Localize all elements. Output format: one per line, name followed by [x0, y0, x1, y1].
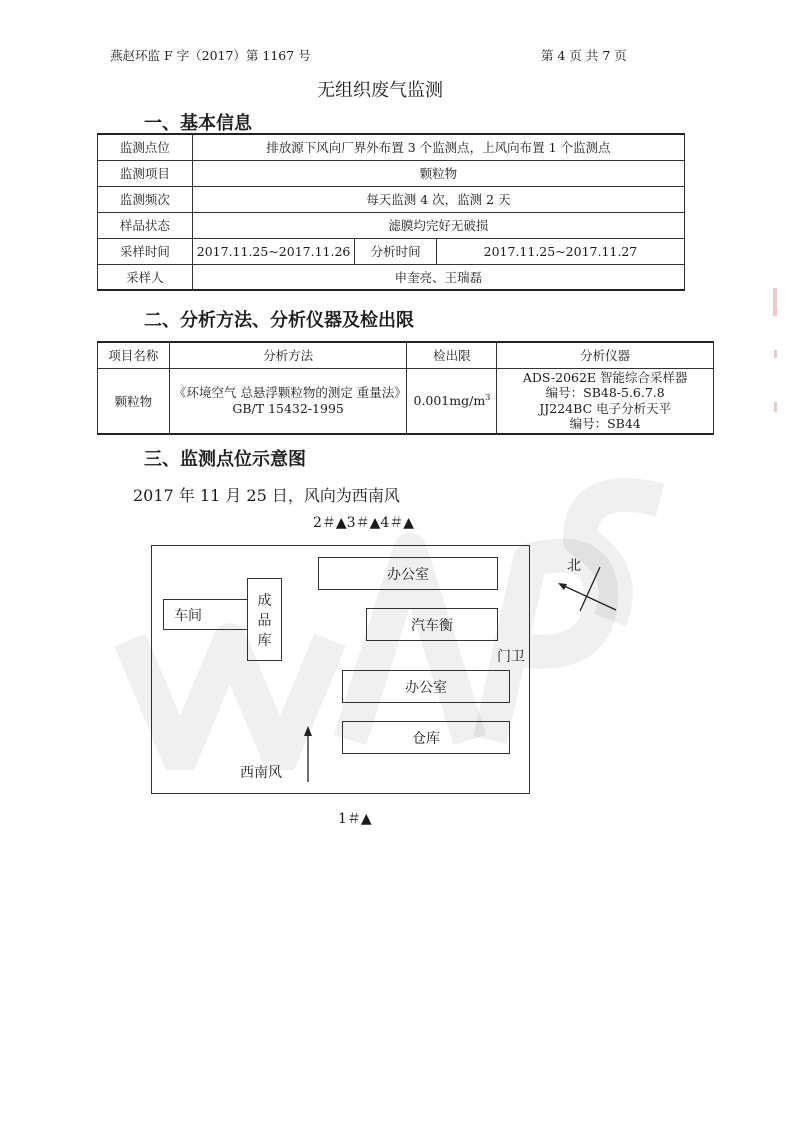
method-line1: 《环境空气 总悬浮颗粒物的测定 重量法》: [173, 384, 407, 400]
instrument-line: 编号：SB48-5.6.7.8: [545, 385, 665, 401]
analysis-time-label: 分析时间: [355, 238, 437, 264]
row-value: 颗粒物: [192, 160, 684, 186]
row-value: 每天监测 4 次，监测 2 天: [192, 186, 684, 212]
row-label: 监测点位: [98, 134, 193, 160]
analysis-time-value: 2017.11.25~2017.11.27: [436, 238, 684, 264]
office-mid-building: [342, 670, 510, 703]
instrument-cell: [497, 368, 714, 434]
wind-direction-label: 西南风: [240, 765, 282, 781]
car-workshop-label: 汽车衡: [411, 617, 453, 634]
product-store-char: 库: [257, 632, 272, 649]
margin-mark: [774, 402, 777, 412]
item-name: 颗粒物: [98, 368, 170, 434]
row-label: 监测项目: [98, 160, 193, 186]
page-title: 无组织废气监测: [317, 80, 443, 101]
section1-heading: 一、基本信息: [144, 113, 252, 134]
header-method: 分析方法: [169, 342, 407, 368]
header-detection-limit: 检出限: [407, 342, 497, 368]
workshop-building: [163, 599, 253, 630]
page-number: 第 4 页 共 7 页: [541, 48, 627, 63]
office-top-building: [318, 557, 498, 590]
basic-info-table: [97, 133, 685, 291]
table-row: [98, 264, 685, 290]
method-cell: [169, 368, 407, 434]
table-row: [98, 134, 685, 160]
table-header-row: [98, 342, 714, 368]
header-instrument: 分析仪器: [497, 342, 714, 368]
row-label: 监测频次: [98, 186, 193, 212]
header-item-name: 项目名称: [98, 342, 170, 368]
office-top-label: 办公室: [387, 566, 429, 583]
compass-arrow-icon: [550, 565, 630, 620]
margin-mark: [774, 350, 777, 358]
sampling-time-label: 采样时间: [98, 238, 193, 264]
workshop-label: 车间: [174, 607, 202, 624]
instrument-line: ADS-2062E 智能综合采样器: [522, 369, 688, 385]
product-store-char: 品: [257, 612, 272, 629]
table-row: [98, 368, 714, 434]
table-row: [98, 212, 685, 238]
sampling-time-value: 2017.11.25~2017.11.26: [192, 238, 355, 264]
sampler-value: 申奎亮、王瑞磊: [192, 264, 684, 290]
detection-limit: 0.001mg/m: [413, 393, 486, 409]
wind-arrow-icon: [300, 726, 316, 782]
instrument-line: 编号：SB44: [569, 416, 641, 432]
section2-heading: 二、分析方法、分析仪器及检出限: [144, 310, 414, 331]
car-workshop-building: [366, 608, 498, 641]
row-value: 滤膜均完好无破损: [192, 212, 684, 238]
warehouse-building: [342, 721, 510, 754]
gate-label: 门卫: [497, 649, 525, 665]
margin-mark: [773, 288, 777, 316]
table-row: [98, 186, 685, 212]
product-store-building: [247, 578, 282, 661]
table-row: [98, 160, 685, 186]
row-label: 样品状态: [98, 212, 193, 238]
date-wind-line: 2017 年 11 月 25 日，风向为西南风: [133, 486, 400, 505]
north-label: 北: [567, 558, 581, 574]
detection-limit-cell: [407, 368, 497, 434]
sampler-label: 采样人: [98, 264, 193, 290]
row-value: 排放源下风向厂界外布置 3 个监测点，上风向布置 1 个监测点: [192, 134, 684, 160]
doc-number: 燕赵环监 F 字（2017）第 1167 号: [110, 48, 311, 63]
instrument-line: JJ224BC 电子分析天平: [539, 400, 672, 416]
product-store-char: 成: [257, 592, 272, 609]
analysis-method-table: [97, 341, 714, 435]
office-mid-label: 办公室: [405, 679, 447, 696]
method-line2: GB/T 15432-1995: [232, 400, 344, 416]
detection-limit-sup: 3: [485, 393, 491, 403]
bottom-monitoring-point: 1＃▲: [338, 811, 372, 827]
section3-heading: 三、监测点位示意图: [144, 449, 306, 470]
top-monitoring-points: 2＃▲3＃▲4＃▲: [313, 515, 415, 531]
table-row: [98, 238, 685, 264]
warehouse-label: 仓库: [412, 730, 440, 747]
